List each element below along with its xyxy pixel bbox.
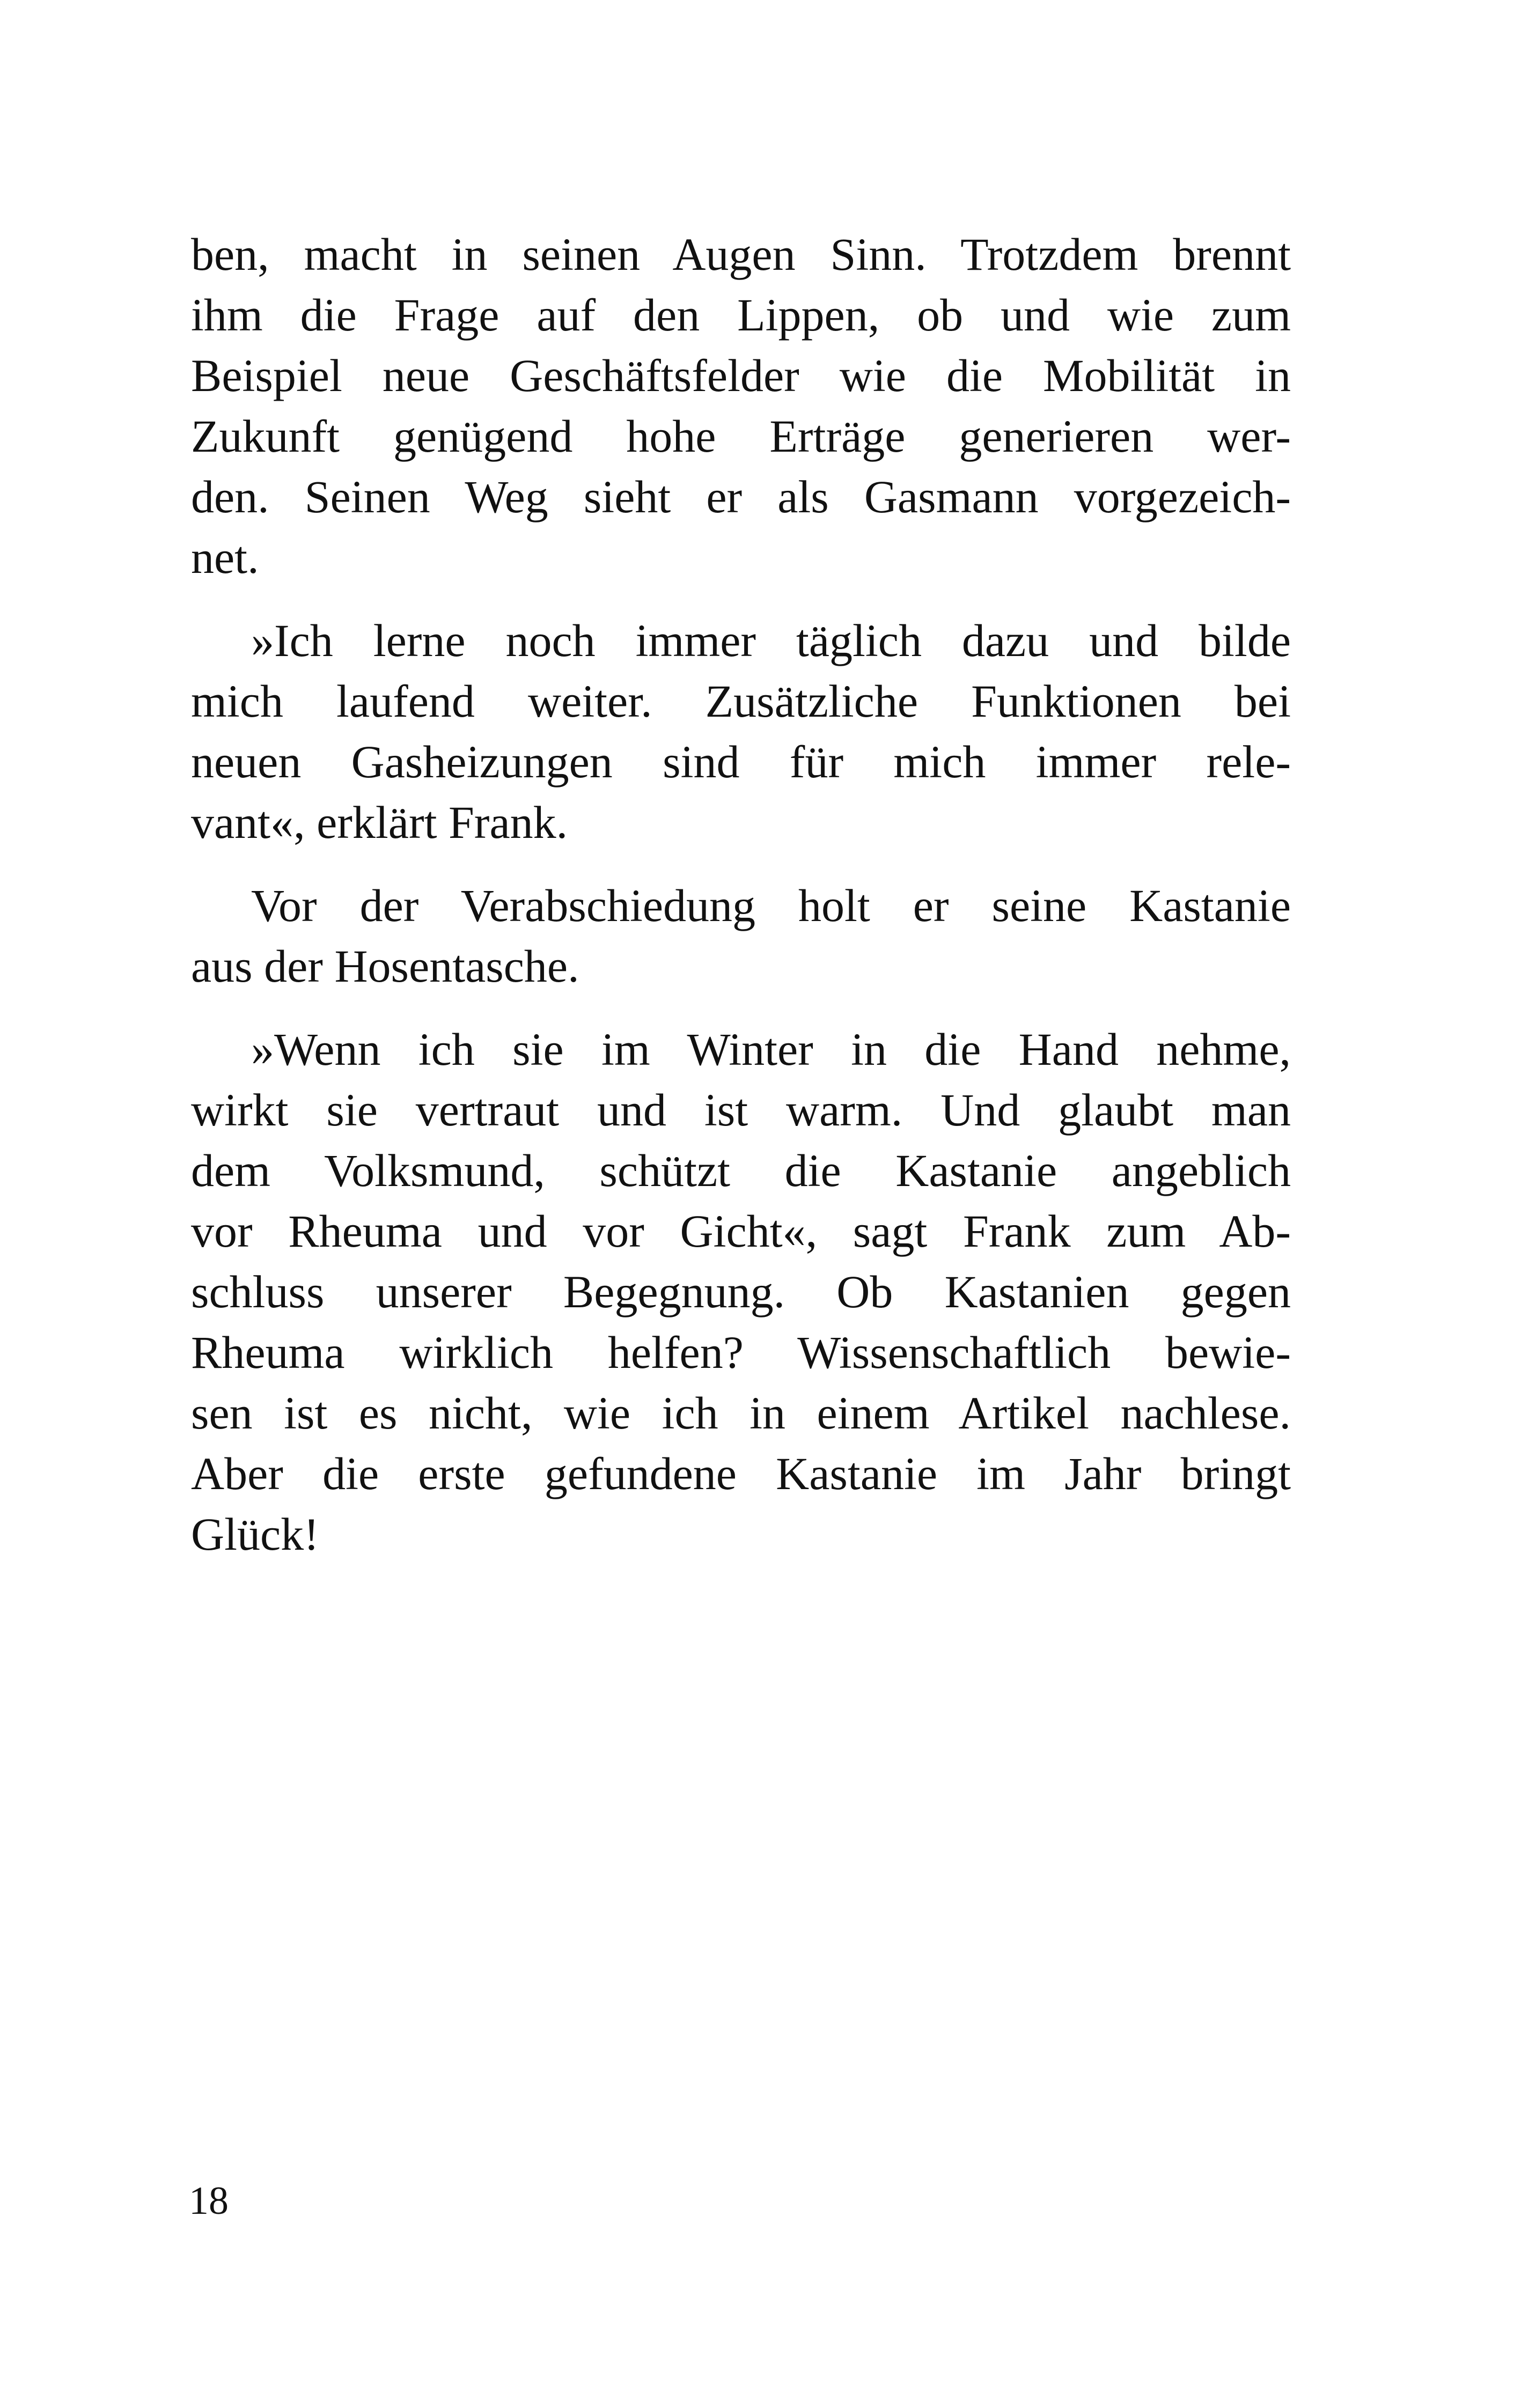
text-line: »Wenn ich sie im Winter in die Hand nehme, <box>251 1023 1291 1075</box>
text-line: vant«, erklärt Frank. <box>191 797 568 848</box>
text-line: »Ich lerne noch immer täglich dazu und bilde <box>251 615 1291 666</box>
text-line: den. Seinen Weg sieht er als Gasmann vorgezeich- <box>191 471 1291 522</box>
text-line: aus der Hosentasche. <box>191 940 579 992</box>
text-line: schluss unserer Begegnung. Ob Kastanien gegen <box>191 1266 1291 1317</box>
text-line: ben, macht in seinen Augen Sinn. Trotzdem brennt <box>191 229 1291 280</box>
text-line: Aber die erste gefundene Kastanie im Jahr bringt <box>191 1448 1291 1499</box>
text-line: Zukunft genügend hohe Erträge generieren wer- <box>191 410 1291 462</box>
text-line: wirkt sie vertraut und ist warm. Und glaubt man <box>191 1084 1291 1136</box>
page-number: 18 <box>189 2179 229 2223</box>
text-line: Vor der Verabschiedung holt er seine Kastanie <box>251 880 1291 931</box>
paragraph-4 <box>191 1019 1291 1565</box>
paragraph-1 <box>191 224 1291 588</box>
text-line: Glück! <box>191 1508 319 1560</box>
text-line: dem Volksmund, schützt die Kastanie angeblich <box>191 1145 1291 1196</box>
text-line: neuen Gasheizungen sind für mich immer rele- <box>191 736 1291 787</box>
text-line: Beispiel neue Geschäftsfelder wie die Mobilität in <box>191 350 1291 401</box>
text-line: Rheuma wirklich helfen? Wissenschaftlich bewie- <box>191 1327 1291 1378</box>
text-line: net. <box>191 532 259 583</box>
text-line: vor Rheuma und vor Gicht«, sagt Frank zum Ab- <box>191 1205 1291 1257</box>
text-line: ihm die Frage auf den Lippen, ob und wie zum <box>191 289 1291 341</box>
body-text <box>191 224 1291 1587</box>
paragraph-3 <box>191 875 1291 997</box>
text-line: sen ist es nicht, wie ich in einem Artikel nachlese. <box>191 1387 1291 1439</box>
text-line: mich laufend weiter. Zusätzliche Funktionen bei <box>191 675 1291 727</box>
paragraph-2 <box>191 610 1291 853</box>
